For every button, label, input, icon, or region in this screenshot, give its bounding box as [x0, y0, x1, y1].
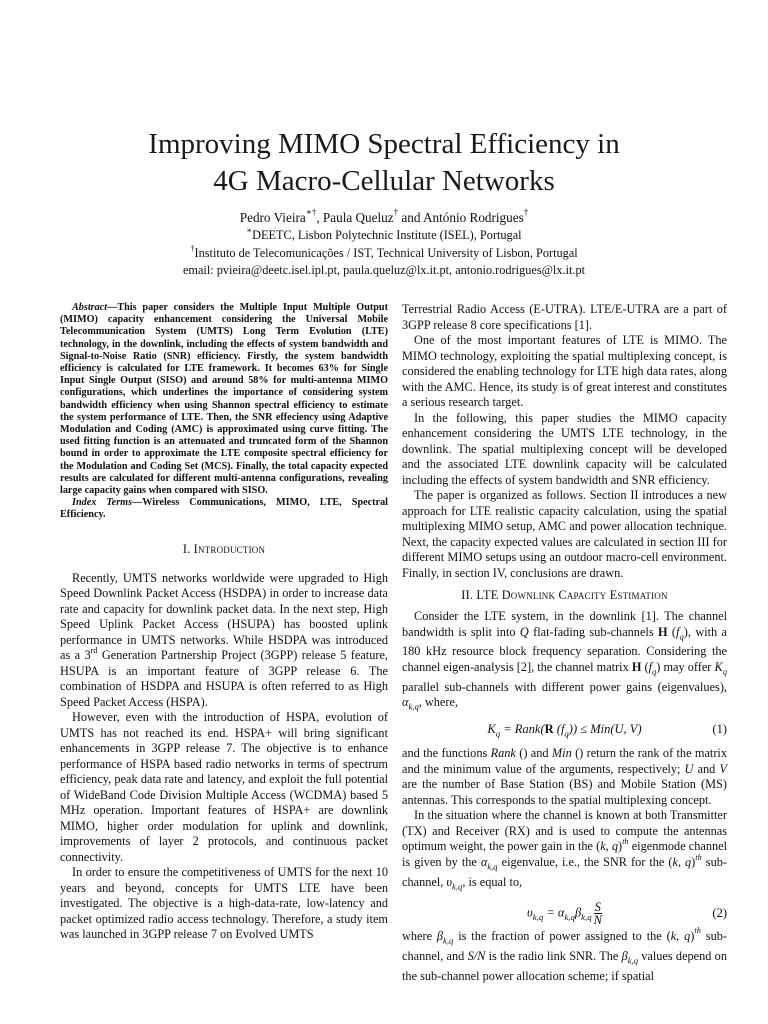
- section-number: II.: [461, 588, 477, 602]
- paragraph-text: In the situation where the channel is known at both Transmitter (TX) and Receiver (RX) and is used to compute the antennas optimum weight, the power gain in the: [402, 808, 727, 854]
- abstract-text: —This paper considers the Multiple Input Multiple Output (MIMO) capacity enhancement considering the Universal Mobile Telecommunication System (UMTS) Long Term Evolution (LTE) technology, in the downlink, including the effects of system bandwidth and Signal-to-Noise Ratio (SNR) efficiency. Firstly, the system bandwidth efficiency is calculated for LTE framework. It becomes 63% for Single Input Single Output (SISO) and around 58% for multi-antenna MIMO configurations, which underlines the importance of considering system bandwidth efficiency when using Shannon spectral efficiency to estimate the system performance of LTE. Then, the SNR effeciency using Adaptive Modulation and Coding (AMC) is approximated using curve fitting. The used fitting function is an attenuated and truncated form of the Shannon bound in order to approximate the LTE composite spectral efficiency for the Modulation and Coding Set (MCS). Finally, the total capacity expected results are calculated for different multi-antenna configurations, revealing large capacity gains when compared with SISO.: [60, 302, 388, 497]
- section-title: LTE Downlink Capacity Estimation: [476, 588, 668, 602]
- equation-expression: $\upsilon_{k,q} = \alpha_{k,q}\beta_{k,q}$ $\frac{S}{N}$: [527, 899, 602, 927]
- body-paragraph: Terrestrial Radio Access (E-UTRA). LTE/E-UTRA are a part of 3GPP release 8 core specifications [1].: [402, 302, 727, 332]
- superscript: rd: [90, 645, 98, 655]
- paragraph-text: may offer: [660, 659, 715, 674]
- math-symbol: $\alpha_{k,q}$: [402, 695, 419, 712]
- section-heading: [60, 542, 388, 557]
- math-symbol: H: [631, 659, 642, 674]
- paragraph-text: eigenmode channel is given by the: [402, 839, 727, 869]
- title-line-2: 4G Macro-Cellular Networks: [213, 165, 555, 197]
- index-terms-label: Index Terms: [72, 497, 133, 509]
- author-list: [60, 207, 708, 226]
- body-paragraph: In the following, this paper studies the MIMO capacity enhancement considering the UMTS LTE technology, in the downlink. The spatial multiplexing concept will be developed and the associated LTE downlink capacity will be calculated including the effects of system bandwidth and SNR efficiency.: [402, 410, 727, 487]
- paper-title: [60, 126, 708, 200]
- paragraph-text: Recently, UMTS networks worldwide were upgraded to High Speed Downlink Packet Access (HSDPA) in order to increase data rate and capacity for downlink packet data. In the next step, High Speed Uplink Packet Access (HSUPA) has boosted uplink performance in UMTS networks. While HSDPA was introduced as a 3: [60, 570, 388, 663]
- paragraph-text: parallel sub-channels with different power gains (eigenvalues),: [402, 679, 727, 694]
- paragraph-text: where: [402, 928, 437, 943]
- right-column: [402, 302, 727, 984]
- paragraph-text: return the rank of the matrix and the minimum value of the arguments, respectively;: [402, 746, 727, 776]
- paragraph-text: flat-fading sub-channels: [528, 624, 658, 639]
- equation-1: [402, 718, 727, 746]
- body-paragraph: [60, 571, 388, 711]
- math-symbol: $K_q$: [714, 659, 727, 677]
- affiliation-text: Instituto de Telecomunicações / IST, Technical University of Lisbon, Portugal: [194, 246, 578, 260]
- left-column: [60, 302, 388, 943]
- paragraph-text: , where,: [418, 695, 459, 710]
- equation-expression: $K_q$ = Rank(R $(f_q)) \le Min(U$, V): [487, 722, 642, 739]
- body-paragraph: In the situation where the channel is known at both Transmitter (TX) and Receiver (RX) and is used to compute the antennas optimum weight, the power gain in the (k, q)$^{th}$ eigenmode channel is given by the $\alpha_{k,q}$ eigenvalue, i.e., the SNR for the (k, q)$^{th}$ sub-channel, $\upsilon_{k,q}$, is equal to,: [402, 808, 727, 892]
- title-line-1: Improving MIMO Spectral Efficiency in: [148, 128, 620, 160]
- author-separator: ,: [316, 210, 323, 225]
- body-paragraph: The paper is organized as follows. Section II introduces a new approach for LTE realistic capacity calculation, using the spatial multiplexing MIMO setup, AMC and power allocation technique. Next, the capacity expected values are calculated in section III for different MIMO setups using an outdoor macro-cell environment. Finally, in section IV, conclusions are drawn.: [402, 488, 727, 580]
- author-separator: and: [398, 210, 423, 225]
- body-paragraph: However, even with the introduction of HSPA, evolution of UMTS has not reached its end. HSPA+ will bring significant enhancements in 3GPP release 7. The objective is to enhance performance of HSPA based radio networks in terms of spectrum efficiency, peak data rate and latency, and exploit the full potential of WideBand Code Division Multiple Access (WCDMA) based 5 MHz operation. Important features of HSPA+ are downlink MIMO, higher order modulation for uplink and downlink, improvements of layer 2 protocols, and continuous packet connectivity.: [60, 710, 388, 864]
- affiliation-2: [60, 243, 708, 260]
- paragraph-text: sub-channel, and: [402, 928, 727, 963]
- abstract-label: Abstract: [72, 302, 108, 313]
- paragraph-text: , is equal to,: [462, 874, 523, 889]
- author-name: António Rodrigues: [423, 210, 524, 225]
- paragraph-text: Generation Partnership Project (3GPP) release 5 feature, HSUPA is an important feature of 3GPP release 6. The combination of HSDPA and HSUPA is often referred to as High Speed Packet Access (HSPA).: [60, 648, 388, 709]
- math-symbol: Q: [519, 624, 529, 639]
- author-mark: ∗†: [305, 207, 317, 218]
- paragraph-text: Consider the LTE system, in the downlink [1]. The channel bandwidth is split into: [402, 609, 727, 639]
- affiliation-1: [60, 225, 708, 242]
- affiliation-mark: ∗: [246, 225, 253, 235]
- paragraph-text: , with a 180 kHz resource block frequency separation. Considering the channel eigen-analysis [2], the channel matrix: [402, 624, 727, 674]
- paragraph-text: is the radio link SNR. The: [485, 948, 622, 963]
- math-symbol: H: [657, 624, 668, 639]
- author-mark: †: [393, 207, 399, 218]
- paragraph-text: and the functions: [402, 746, 491, 761]
- author-name: Paula Queluz: [322, 210, 394, 225]
- author-emails: email: pvieira@deetc.isel.ipl.pt, paula.queluz@lx.it.pt, antonio.rodrigues@lx.it.pt: [182, 263, 586, 277]
- equation-number: (2): [712, 905, 727, 920]
- section-number: I.: [182, 541, 194, 556]
- section-title: Introduction: [193, 541, 266, 556]
- index-terms: [60, 497, 388, 521]
- paragraph-text: are the number of Base Station (BS) and Mobile Station (MS) antennas. This corresponds to the spatial multiplexing concept.: [402, 777, 727, 807]
- body-paragraph: One of the most important features of LTE is MIMO. The MIMO technology, exploiting the spatial multiplexing concept, is considered the enabling technology for LTE high data rates, along with the AMC. Hence, its study is of great interest and constitutes a serious research target.: [402, 333, 727, 409]
- paragraph-text: sub-channel,: [402, 854, 727, 889]
- body-paragraph: In order to ensure the competitiveness of UMTS for the next 10 years and beyond, concepts for UMTS LTE have been investigated. The objective is a high-data-rate, low-latency and packet optimized radio access technology. Therefore, a study item was launched in 3GPP release 7 on Evolved UMTS: [60, 865, 388, 942]
- body-paragraph: where $\beta_{k,q}$ is the fraction of power assigned to the (k, q)$^{th}$ sub-channel, and S/N is the radio link SNR. The $\beta_{k,q}$ values depend on the sub-channel power allocation scheme; if spatial: [402, 926, 727, 983]
- body-paragraph: and the functions Rank () and Min () return the rank of the matrix and the minimum value of the arguments, respectively; U and V are the number of Base Station (BS) and Mobile Station (MS) antennas. This corresponds to the spatial multiplexing concept.: [402, 746, 727, 807]
- paragraph-text: is the fraction of power assigned to the: [453, 928, 667, 943]
- equation-2: [402, 895, 727, 929]
- paragraph-text: values depend on the sub-channel power allocation scheme; if spatial: [402, 948, 727, 983]
- body-paragraph: Consider the LTE system, in the downlink [1]. The channel bandwidth is split into Q flat-fading sub-channels H $(f_q)$, with a 180 kHz resource block frequency separation. Considering the channel eigen-analysis [2], the channel matrix H $(f_q)$ may offer $K_q$ parallel sub-channels with different power gains (eigenvalues), $\alpha_{k,q}$, where,: [402, 609, 727, 712]
- affiliation-text: DEETC, Lisbon Polytechnic Institute (ISEL), Portugal: [252, 228, 522, 242]
- equation-number: (1): [712, 722, 727, 737]
- index-terms-text: —Wireless Communications, MIMO, LTE, Spectral Efficiency.: [60, 497, 388, 521]
- paragraph-text: and: [527, 746, 552, 761]
- author-name: Pedro Vieira: [239, 210, 306, 225]
- author-mark: †: [523, 207, 529, 218]
- section-heading: [402, 588, 727, 603]
- affiliation-mark: †: [190, 243, 195, 253]
- paragraph-text: eigenvalue, i.e., the SNR for the: [497, 854, 669, 869]
- abstract: [60, 302, 388, 497]
- paragraph-text: and: [693, 761, 720, 776]
